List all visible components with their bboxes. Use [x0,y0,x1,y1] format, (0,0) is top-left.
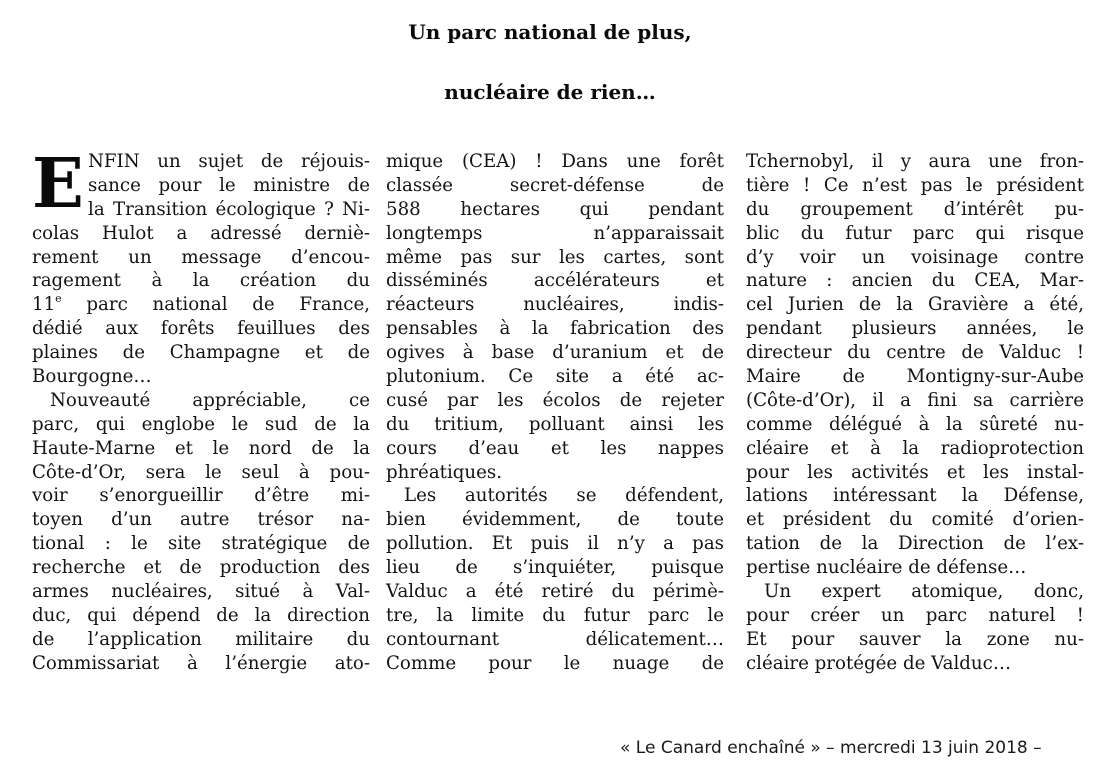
text-line: cléaire et à la radioprotection [746,437,1084,459]
text-line: Maire de Montigny-sur-Aube [746,366,1084,388]
text-line: cours d’eau et les nappes [386,437,724,459]
headline [0,2,1100,122]
text-line: ragement à la création du [32,270,370,292]
text-line: Un expert atomique, donc, [764,581,1084,603]
text-line: classée secret-défense de [386,174,724,196]
text-line: nature : ancien du CEA, Mar- [746,270,1084,292]
text-line: colas Hulot a adressé derniè- [32,222,370,244]
text-line: Commissariat à l’énergie ato- [32,652,370,674]
article-column-2 [386,150,724,676]
text-line: toyen d’un autre trésor na- [32,509,370,531]
text-line: pour créer un parc naturel ! [746,604,1084,626]
text-line: Nouveauté appréciable, ce [50,389,370,411]
headline-line-1: Un parc national de plus, [408,20,692,44]
text-line: pendant plusieurs années, le [746,318,1084,340]
text-line: même pas sur les cartes, sont [386,246,724,268]
text-line: et président du comité d’orien- [746,509,1084,531]
text-line: dédié aux forêts feuillues des [32,318,370,340]
text-line: 588 hectares qui pendant [386,198,724,220]
text-line: ogives à base d’uranium et de [386,342,724,364]
text-line: plaines de Champagne et de [32,342,370,364]
headline-line-2: nucléaire de rien… [444,80,656,104]
text-line: d’y voir un voisinage contre [746,246,1084,268]
text-line: de l’application militaire du [32,628,370,650]
text-line: blic du futur parc qui risque [746,222,1084,244]
article-column-3 [746,150,1084,676]
text-line: rement un message d’encou- [32,246,370,268]
source-credit: « Le Canard enchaîné » – mercredi 13 juin 2018 – [620,738,1042,758]
text-line: disséminés accélérateurs et [386,270,724,292]
text-line: pour les activités et les instal- [746,461,1084,483]
text-line: directeur du centre de Valduc ! [746,342,1084,364]
ordinal-number: 11 [32,294,56,316]
text-line: armes nucléaires, situé à Val- [32,581,370,603]
text-line-with-superscript [32,293,370,317]
text-line: contournant délicatement… [386,628,724,650]
text-line: du groupement d’intérêt pu- [746,198,1084,220]
ordinal-line-rest: parc national de France, [61,294,370,316]
text-line: cusé par les écolos de rejeter [386,389,724,411]
ordinal-superscript: e [55,292,62,306]
text-line: longtemps n’apparaissait [386,222,724,244]
text-line: réacteurs nucléaires, indis- [386,294,724,316]
text-line: Tchernobyl, il y aura une fron- [746,151,1084,172]
text-line: voir s’enorgueillir d’être mi- [32,485,370,507]
text-line: pensables à la fabrication des [386,318,724,340]
text-line: NFIN un sujet de réjouis- [88,151,370,172]
text-line: tre, la limite du futur parc le [386,604,724,626]
text-line: la Transition écologique ? Ni- [88,198,370,220]
text-line: tation de la Direction de l’ex- [746,533,1084,555]
text-line: cel Jurien de la Gravière a été, [746,294,1084,316]
text-line: bien évidemment, de toute [386,509,724,531]
text-line: comme délégué à la sûreté nu- [746,413,1084,435]
text-line: cléaire protégée de Valduc… [746,652,1012,674]
text-line: parc, qui englobe le sud de la [32,413,370,435]
text-line: pollution. Et puis il n’y a pas [386,533,724,555]
text-line: Côte-d’Or, sera le seul à pou- [32,461,370,483]
drop-cap: E [32,144,84,224]
text-line: Valduc a été retiré du périmè- [386,581,724,603]
text-line: mique (CEA) ! Dans une forêt [386,151,724,172]
text-line: pertise nucléaire de défense… [746,557,1027,579]
text-line: recherche et de production des [32,557,370,579]
text-line: Bourgogne… [32,366,152,388]
text-line: Et pour sauver la zone nu- [746,628,1084,650]
text-line: tional : le site stratégique de [32,533,370,555]
text-line: Les autorités se défendent, [404,485,724,507]
text-line: Haute-Marne et le nord de la [32,437,370,459]
text-line: Comme pour le nuage de [386,652,724,674]
text-line: du tritium, polluant ainsi les [386,413,724,435]
text-line: sance pour le ministre de [88,174,370,196]
text-line: (Côte-d’Or), il a fini sa carrière [746,389,1084,411]
text-line: phréatiques. [386,461,503,483]
text-line: lations intéressant la Défense, [746,485,1084,507]
text-line: plutonium. Ce site a été ac- [386,366,724,388]
text-line: lieu de s’inquiéter, puisque [386,557,724,579]
article-column-1 [32,144,370,676]
text-line: duc, qui dépend de la direction [32,604,370,626]
text-line: tière ! Ce n’est pas le président [746,174,1084,196]
